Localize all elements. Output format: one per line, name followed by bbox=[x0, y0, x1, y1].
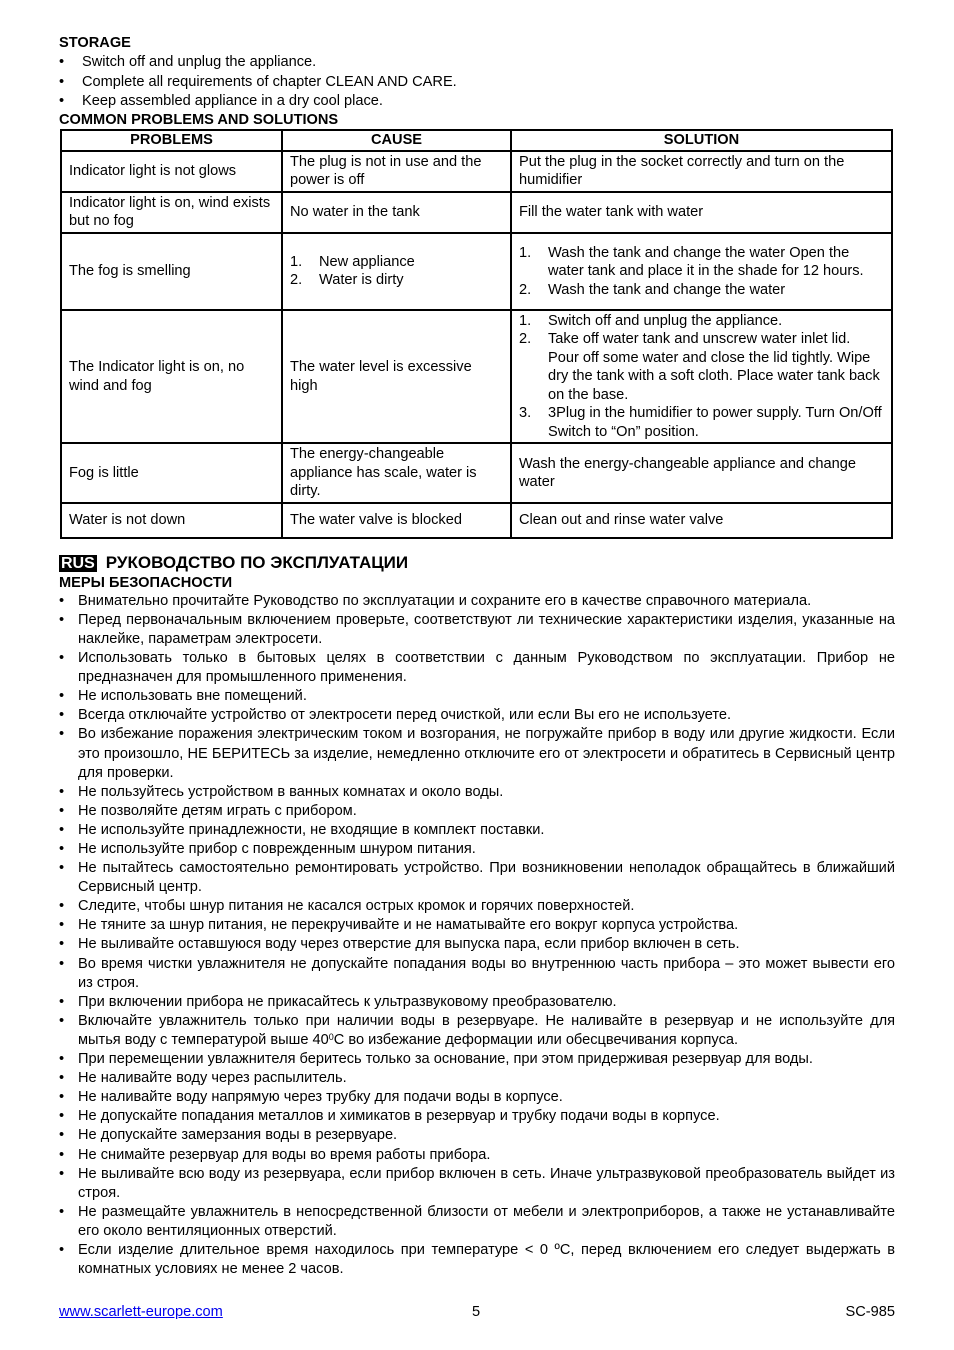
list-item: • При включении прибора не прикасайтесь к ультразвуковому преобразователю. bbox=[59, 993, 895, 1012]
rus-title-text: РУКОВОДСТВО ПО ЭКСПЛУАТАЦИИ bbox=[105, 552, 409, 572]
problems-heading: COMMON PROBLEMS AND SOLUTIONS bbox=[59, 111, 339, 128]
list-item: 1. Wash the tank and change the water Open the water tank and place it in the shade for 12 hours. bbox=[519, 244, 864, 280]
list-item: • Не выливайте оставшуюся воду через отверстие для выпуска пара, если прибор включен в сеть. bbox=[59, 935, 895, 954]
list-item: • Не снимайте резервуар для воды во время работы прибора. bbox=[59, 1146, 895, 1165]
cause-cell: No water in the tank bbox=[282, 192, 511, 233]
list-item: • При перемещении увлажнителя беритесь только за основание, при этом придерживая резервуар для воды. bbox=[59, 1050, 895, 1069]
list-item: • Включайте увлажнитель только при наличии воды в резервуаре. Не наливайте в резервуар и не используйте для мытья воду с температурой выше $40^0С$ во избежание деформации или обесцвечивания корпуса. bbox=[59, 1012, 895, 1050]
language-badge: RUS bbox=[61, 554, 95, 572]
table-row bbox=[61, 443, 892, 503]
solution-cell: Fill the water tank with water bbox=[511, 192, 892, 233]
column-header-problems: PROBLEMS bbox=[61, 130, 282, 151]
list-item: 2. Water is dirty bbox=[290, 272, 404, 289]
list-item: 1. New appliance bbox=[290, 253, 415, 270]
table-header-row bbox=[61, 130, 892, 151]
list-item: • Не использовать вне помещений. bbox=[59, 687, 895, 706]
list-item: • Во избежание поражения электрическим током и возгорания, не погружайте прибор в воду или другие жидкости. Если это произошло, НЕ БЕРИТЕСЬ за изделие, немедленно отключите его от электросети и обратитесь в Сервисный центр для проверки. bbox=[59, 725, 895, 782]
list-item: 1. Switch off and unplug the appliance. bbox=[519, 312, 783, 329]
storage-list bbox=[59, 53, 895, 112]
list-item: • Не размещайте увлажнитель в непосредственной близости от мебели и электроприборов, а также не устанавливайте его около вентиляционных отверстий. bbox=[59, 1203, 895, 1241]
list-item: • Не используйте прибор с поврежденным шнуром питания. bbox=[59, 840, 895, 859]
problem-cell: Indicator light is on, wind exists but no fog bbox=[61, 192, 282, 233]
problem-cell: Indicator light is not glows bbox=[61, 151, 282, 192]
model-number: SC-985 bbox=[845, 1304, 895, 1320]
table-row bbox=[61, 151, 892, 192]
page-number: 5 bbox=[472, 1304, 481, 1320]
list-item: • Внимательно прочитайте Руководство по эксплуатации и сохраните его в качестве справочного материала. bbox=[59, 592, 895, 611]
list-item: • Если изделие длительное время находилось при температуре < 0 ºC, перед включением его следует выдержать в комнатных условиях не менее 2 часов. bbox=[59, 1241, 895, 1279]
list-item: • Не используйте принадлежности, не входящие в комплект поставки. bbox=[59, 821, 895, 840]
list-item: • Не пытайтесь самостоятельно ремонтировать устройство. При возникновении неполадок обращайтесь в ближайший Сервисный центр. bbox=[59, 859, 895, 897]
website-link[interactable]: www.scarlett-europe.com bbox=[59, 1304, 223, 1320]
table-row bbox=[61, 233, 892, 310]
solution-cell: Wash the energy-changeable appliance and change water bbox=[511, 443, 892, 503]
list-item: • Не допускайте замерзания воды в резервуаре. bbox=[59, 1126, 895, 1145]
list-item: 2. Wash the tank and change the water bbox=[519, 281, 786, 298]
safety-heading: МЕРЫ БЕЗОПАСНОСТИ bbox=[59, 574, 233, 591]
problem-cell: The Indicator light is on, no wind and fog bbox=[61, 310, 282, 444]
manual-page bbox=[59, 34, 895, 1279]
list-item: • Не тяните за шнур питания, не перекручивайте и не наматывайте его вокруг корпуса устройства. bbox=[59, 916, 895, 935]
cause-cell bbox=[282, 233, 511, 310]
cause-cell: The energy-changeable appliance has scale, water is dirty. bbox=[282, 443, 511, 503]
list-item: • Не наливайте воду напрямую через трубку для подачи воды в корпусе. bbox=[59, 1088, 895, 1107]
list-item: • Switch off and unplug the appliance. bbox=[59, 53, 895, 73]
cause-cell: The water level is excessive high bbox=[282, 310, 511, 444]
list-item: • Не пользуйтесь устройством в ванных комнатах и около воды. bbox=[59, 783, 895, 802]
problems-table bbox=[60, 129, 893, 539]
list-item: • Не наливайте воду через распылитель. bbox=[59, 1069, 895, 1088]
list-item: 3. 3Plug in the humidifier to power supply. Turn On/Off Switch to “On” position. bbox=[519, 405, 882, 440]
table-row bbox=[61, 310, 892, 444]
list-item: • Не выливайте всю воду из резервуара, если прибор включен в сеть. Иначе ультразвуковой преобразователь выйдет из строя. bbox=[59, 1165, 895, 1203]
table-row bbox=[61, 192, 892, 233]
rus-section-title bbox=[59, 552, 895, 574]
safety-list bbox=[59, 592, 895, 1279]
list-item: • Complete all requirements of chapter CLEAN AND CARE. bbox=[59, 73, 895, 93]
solution-cell: Clean out and rinse water valve bbox=[511, 503, 892, 538]
list-item: • Следите, чтобы шнур питания не касался острых кромок и горячих поверхностей. bbox=[59, 897, 895, 916]
list-item: • Перед первоначальным включением проверьте, соответствуют ли технические характеристики изделия, указанные на наклейке, параметрам электросети. bbox=[59, 611, 895, 649]
cause-cell: The plug is not in use and the power is off bbox=[282, 151, 511, 192]
storage-heading: STORAGE bbox=[59, 35, 131, 51]
cause-cell: The water valve is blocked bbox=[282, 503, 511, 538]
list-item: • Использовать только в бытовых целях в соответствии с данным Руководством по эксплуатации. Прибор не предназначен для промышленного применения. bbox=[59, 649, 895, 687]
list-item: • Не позволяйте детям играть с прибором. bbox=[59, 802, 895, 821]
solution-cell: Put the plug in the socket correctly and turn on the humidifier bbox=[511, 151, 892, 192]
problem-cell: The fog is smelling bbox=[61, 233, 282, 310]
page-footer bbox=[59, 1304, 895, 1323]
list-item: • Во время чистки увлажнителя не допускайте попадания воды во внутреннюю часть прибора – это может вывести его из строя. bbox=[59, 955, 895, 993]
problem-cell: Water is not down bbox=[61, 503, 282, 538]
problem-cell: Fog is little bbox=[61, 443, 282, 503]
list-item: • Всегда отключайте устройство от электросети перед очисткой, или если Вы его не используете. bbox=[59, 706, 895, 725]
list-item: 2. Take off water tank and unscrew water inlet lid. Pour off some water and close the lid tightly. Wipe dry the tank with a soft cloth. Place water tank back on the base. bbox=[519, 331, 880, 403]
solution-cell bbox=[511, 310, 892, 444]
column-header-cause: CAUSE bbox=[282, 130, 511, 151]
solution-cell bbox=[511, 233, 892, 310]
column-header-solution: SOLUTION bbox=[511, 130, 892, 151]
table-row bbox=[61, 503, 892, 538]
list-item: • Keep assembled appliance in a dry cool place. bbox=[59, 92, 895, 112]
list-item: • Не допускайте попадания металлов и химикатов в резервуар и трубку подачи воды в корпусе. bbox=[59, 1107, 895, 1126]
